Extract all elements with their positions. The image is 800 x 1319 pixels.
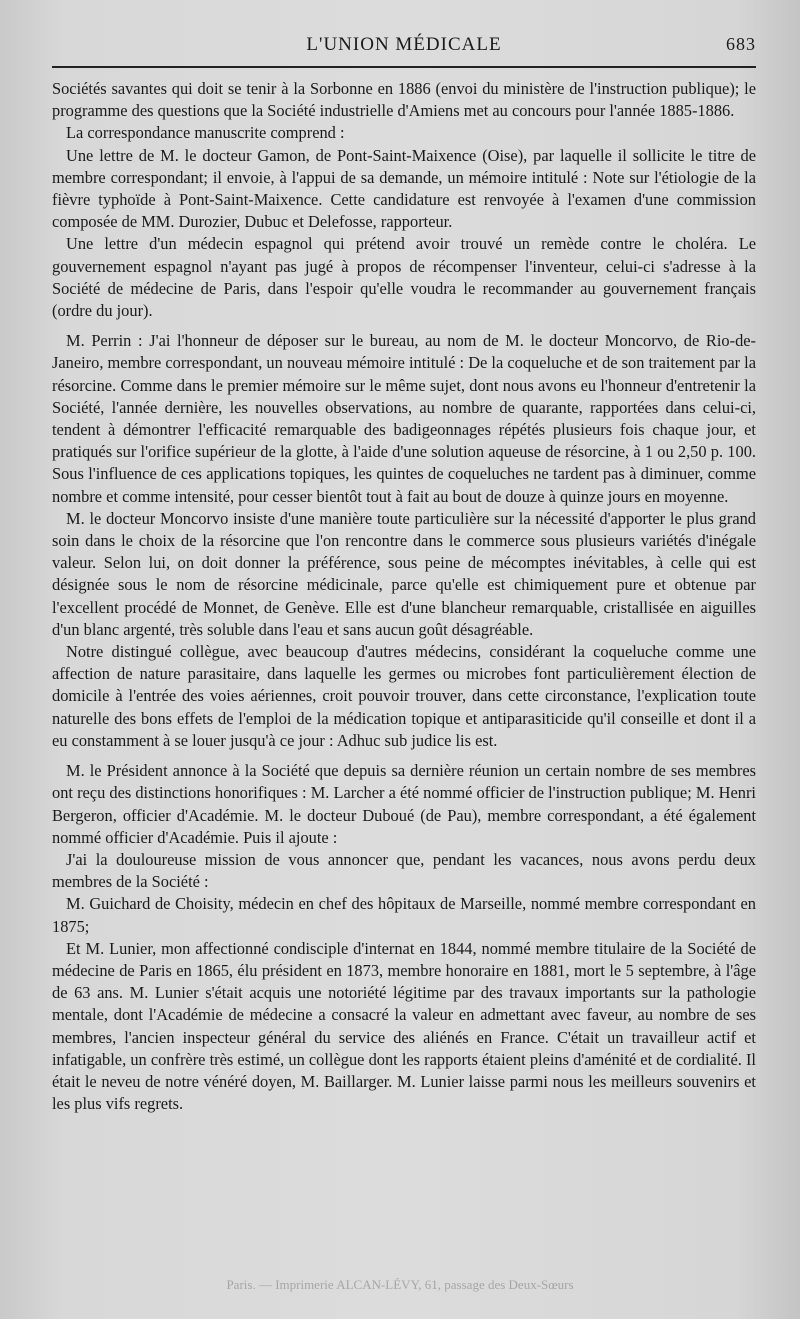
paragraph-3: Une lettre de M. le docteur Gamon, de Pont-Saint-Maixence (Oise), par laquelle il sollicite le titre de membre correspondant; il envoie, à l'appui de sa demande, un mémoire intitulé : Note sur l'étiologie de la fièvre typhoïde à Pont-Saint-Maixence. Cette candidature est renvoyée à l'examen d'une commission composée de MM. Durozier, Dubuc et Delefosse, rapporteur. [52,145,756,232]
paragraph-11: Et M. Lunier, mon affectionné condisciple d'internat en 1844, nommé membre titulaire de la Société de médecine de Paris en 1865, élu président en 1873, membre honoraire en 1881, mort le 5 septembre, à l'âge de 63 ans. M. Lunier s'était acquis une notoriété légitime par des travaux importants sur la pathologie mentale, dont l'Académie de médecine a consacré la valeur en admettant avec faveur, au nombre de ses membres, l'ancien inspecteur général du service des aliénés en France. C'était un travailleur actif et infatigable, un confrère très estimé, un collègue dont les rapports étaient pleins d'aménité et de cordialité. Il était le neveu de notre vénéré doyen, M. Baillarger. M. Lunier laisse parmi nous les meilleurs souvenirs et les plus vifs regrets. [52,938,756,1114]
paragraph-5: M. Perrin : J'ai l'honneur de déposer sur le bureau, au nom de M. le docteur Moncorvo, de Rio-de-Janeiro, membre correspondant, un nouveau mémoire intitulé : De la coqueluche et de son traitement par la résorcine. Comme dans le premier mémoire sur le même sujet, dont nous avons eu l'honneur d'entretenir la Société, l'année dernière, les nouvelles observations, au nombre de quarante, rapportées dans celui-ci, tendent à démontrer l'efficacité remarquable des badigeonnages répétés plusieurs fois chaque jour, et pratiqués sur l'orifice supérieur de la glotte, à l'aide d'une solution aqueuse de résorcine, à 1 ou 2,50 p. 100. Sous l'influence de ces applications topiques, les quintes de coqueluches ne tardent pas à diminuer, comme nombre et comme intensité, pour cesser bientôt tout à fait au bout de douze à quinze jours en moyenne. [52,331,756,506]
header-rule [52,66,756,68]
paragraph-9: J'ai la douloureuse mission de vous annoncer que, pendant les vacances, nous avons perdu deux membres de la Société : [52,849,756,892]
paragraph-7: Notre distingué collègue, avec beaucoup d'autres médecins, considérant la coqueluche comme une affection de nature parasitaire, dans laquelle les germes ou microbes font particulièrement élection de domicile à l'entrée des voies aériennes, croit pouvoir trouver, dans cette circonstance, l'explication toute naturelle des bons effets de l'emploi de la médication topique et antiparasiticide qu'il conseille et dont il a eu constamment à se louer jusqu'à ce jour : Adhuc sub judice lis est. [52,642,756,750]
journal-title: L'UNION MÉDICALE [306,34,502,55]
paragraph-4: Une lettre d'un médecin espagnol qui prétend avoir trouvé un remède contre le choléra. Le gouvernement espagnol n'ayant pas jugé à propos de récompenser l'inventeur, celui-ci s'adresse à la Société de médecine de Paris, dans l'espoir qu'elle voudra le recommander au gouvernement français (ordre du jour). [52,234,756,321]
bleed-through-footer: Paris. — Imprimerie ALCAN-LÉVY, 61, passage des Deux-Sœurs [226,1277,574,1292]
article-body [52,78,756,1115]
paragraph-10: M. Guichard de Choisity, médecin en chef des hôpitaux de Marseille, nommé membre correspondant en 1875; [52,894,756,936]
paragraph-1: Sociétés savantes qui doit se tenir à la Sorbonne en 1886 (envoi du ministère de l'instruction publique); le programme des questions que la Société industrielle d'Amiens met au concours pour l'année 1885-1886. [52,79,756,121]
page-header [52,32,756,60]
paragraph-6: M. le docteur Moncorvo insiste d'une manière toute particulière sur la nécessité d'apporter le plus grand soin dans le choix de la résorcine que l'on rencontre dans le commerce sous plusieurs variétés d'inégale valeur. Selon lui, on doit donner la préférence, sous peine de mécomptes inévitables, à celle qui est désignée sous le nom de résorcine médicinale, parce qu'elle est chimiquement pure et obtenue par l'excellent procédé de Monnet, de Genève. Elle est d'une blancheur remarquable, cristallisée en aiguilles d'un blanc argenté, très soluble dans l'eau et sans aucun goût désagréable. [52,508,756,639]
paragraph-8: M. le Président annonce à la Société que depuis sa dernière réunion un certain nombre de ses membres ont reçu des distinctions honorifiques : M. Larcher a été nommé officier de l'instruction publique; M. Henri Bergeron, officier d'Académie. M. le docteur Duboué (de Pau), membre correspondant, a été également nommé officier d'Académie. Puis il ajoute : [52,761,756,847]
paragraph-2: La correspondance manuscrite comprend : [66,123,345,143]
page-number: 683 [726,34,756,54]
